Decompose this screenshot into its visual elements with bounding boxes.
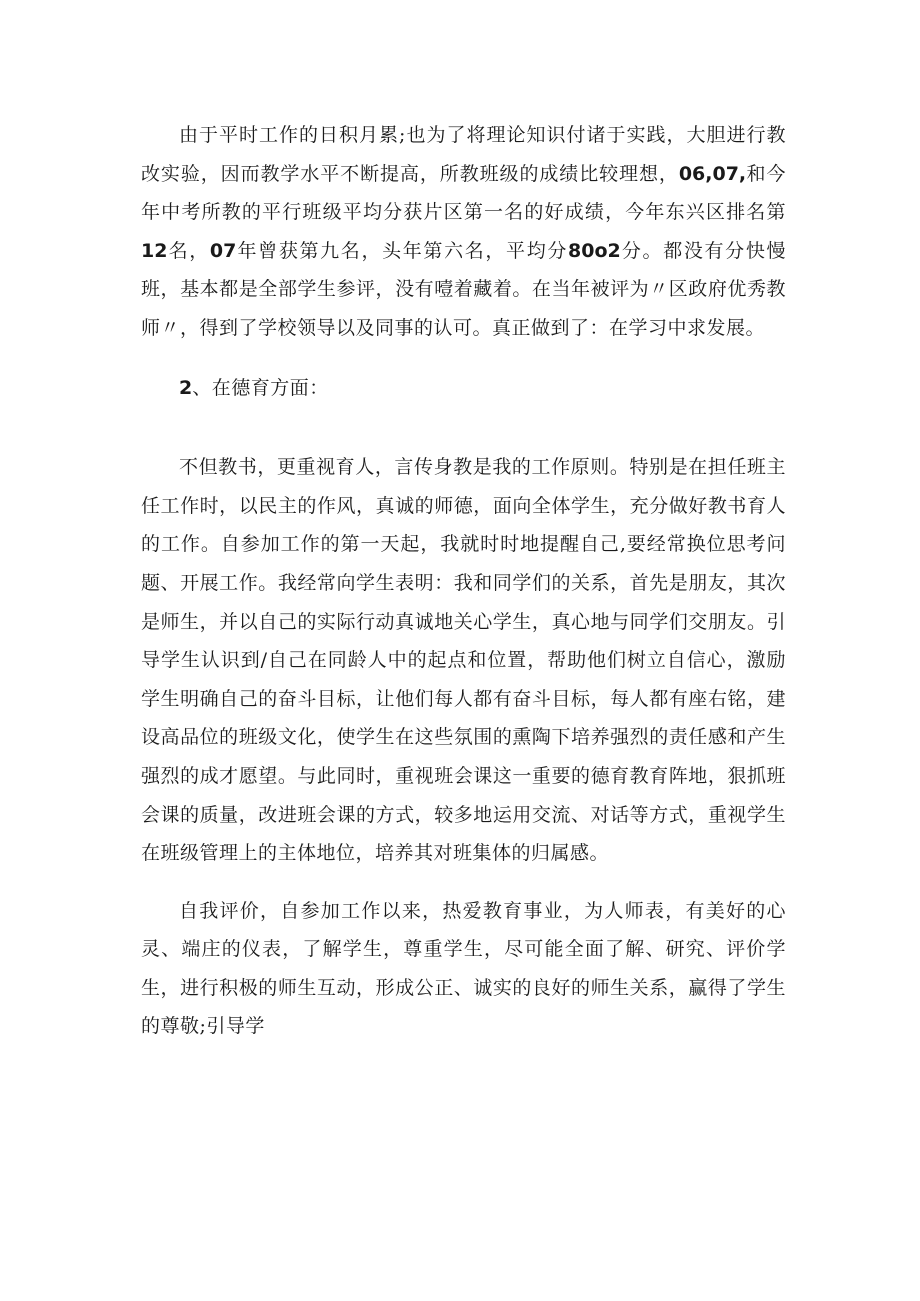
document-page [141,116,786,1046]
paragraph-number: 07 [209,239,237,262]
paragraph-text: 由于平时工作的日积月累;也为了将理论知识付诸于实践，大胆进行教改实验，因而教学水平不断提高，所教班级的成绩比较理想， [141,124,786,185]
paragraph-number: 80o2 [568,239,621,262]
heading-text: 、在德育方面： [192,376,329,399]
paragraph-text: 名， [167,239,210,262]
paragraph-self-evaluation: 自我评价，自参加工作以来，热爱教育事业，为人师表，有美好的心灵、端庄的仪表，了解学生，尊重学生，尽可能全面了解、研究、评价学生，进行积极的师生互动，形成公正、诚实的良好的师生关系，赢得了学生的尊敬;引导学 [141,899,786,1038]
paragraph-text: 年曾获第九名，头年第六名，平均分 [236,239,569,262]
paragraph-number: 12 [141,239,168,262]
section-heading [141,369,786,408]
paragraph-achievements [141,116,786,348]
heading-number: 2 [179,376,193,399]
paragraph-moral-education: 不但教书，更重视育人，言传身教是我的工作原则。特别是在担任班主任工作时，以民主的作风，真诚的师德，面向全体学生，充分做好教书育人的工作。自参加工作的第一天起，我就时时地提醒自己,要经常换位思考问题、开展工作。我经常向学生表明：我和同学们的关系，首先是朋友，其次是师生，并以自己的实际行动真诚地关心学生，真心地与同学们交朋友。引导学生认识到/自己在同龄人中的起点和位置，帮助他们树立自信心，激励学生明确自己的奋斗目标，让他们每人都有奋斗目标，每人都有座右铭，建设高品位的班级文化，使学生在这些氛围的熏陶下培养强烈的责任感和产生强烈的成才愿望。与此同时，重视班会课这一重要的德育教育阵地，狠抓班会课的质量，改进班会课的方式，较多地运用交流、对话等方式，重视学生在班级管理上的主体地位，培养其对班集体的归属感。 [141,456,786,865]
paragraph-text: 和今年中考所教的平行班级平均分获片区第一名的好成绩，今年东兴区排名第 [141,162,786,224]
paragraph-text: 分。都没有分快慢班，基本都是全部学生参评，没有噎着藏着。在当年被评为〃区政府优秀教师〃，得到了学校领导以及同事的认可。真正做到了：在学习中求发展。 [141,239,786,339]
paragraph-number: 06,07, [678,162,747,185]
